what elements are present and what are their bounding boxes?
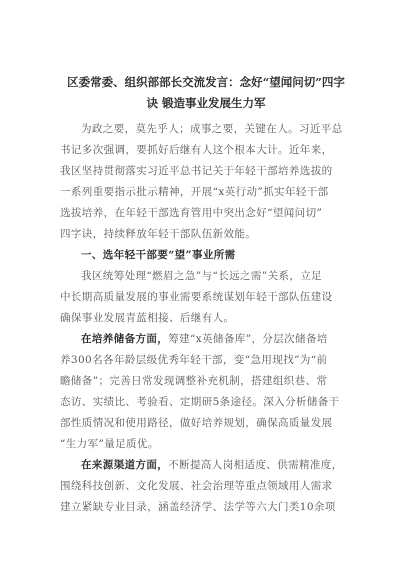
text-line	[60, 329, 358, 350]
text-line: 瞻储备”；完善日常发现调整补充机制，搭建组织巷、常	[60, 375, 328, 387]
text-line: 一系列重要指示批示精神，开展“x英行动”抓实年轻干部	[60, 186, 329, 198]
text-line: 态访、实绩比、考验看、定期研5条途径。深入分析储备干	[60, 396, 340, 408]
text-line: 养300名各年龄层级优秀年轻干部，变“急用现找”为“前	[60, 354, 328, 366]
text-line: 我区坚持贯彻落实习近平总书记关于年轻干部培养选拔的	[60, 165, 333, 177]
text-line: 选拔培养，在年轻干部选育管用中突出念好“望闻问切”	[60, 207, 323, 219]
text-line: 四字诀，持续释放年轻干部队伍新效能。	[60, 228, 257, 240]
section-heading: 一、选年轻干部要“望”事业所需	[81, 249, 236, 261]
document-title	[56, 72, 356, 114]
title-line-1: 区委常委、组织部部长交流发言：念好“望闻问切”四字	[67, 75, 345, 89]
text-line	[60, 455, 358, 476]
paragraph-lead: 在培养储备方面，	[81, 333, 169, 345]
text-line: 我区统筹处理“燃眉之急”与“长远之需”关系，立足	[81, 270, 323, 282]
text-line: 围绕科技创新、文化发展、社会治理等重点领域用人需求	[60, 480, 333, 492]
title-line-2: 诀 锻造事业发展生力军	[146, 96, 266, 110]
text-line: 部性质情况和使用路径，做好培养规划，确保高质量发展	[60, 417, 333, 429]
paragraph-text: 不断提高人岗相适度、供需精准度，	[168, 459, 343, 471]
text-line: 书记多次强调，要抓好后继有人这个根本大计。近年来，	[60, 144, 333, 156]
paragraph-lead: 在来源渠道方面，	[81, 459, 169, 471]
text-line: 建立紧缺专业目录，涵盖经济学、法学等六大门类10余项	[60, 501, 336, 513]
intro-paragraph	[60, 119, 358, 518]
text-line: 中长期高质量发展的事业需要系统谋划年轻干部队伍建设	[60, 291, 333, 303]
text-line: “生力军”量足质优。	[60, 438, 159, 450]
paragraph-text: 筹建“x英储备库”，分层次储备培	[168, 333, 328, 345]
text-line: 确保事业发展青蓝相接、后继有人。	[60, 312, 235, 324]
text-line: 为政之要，莫先乎人；成事之要，关键在人。习近平总	[81, 123, 343, 135]
